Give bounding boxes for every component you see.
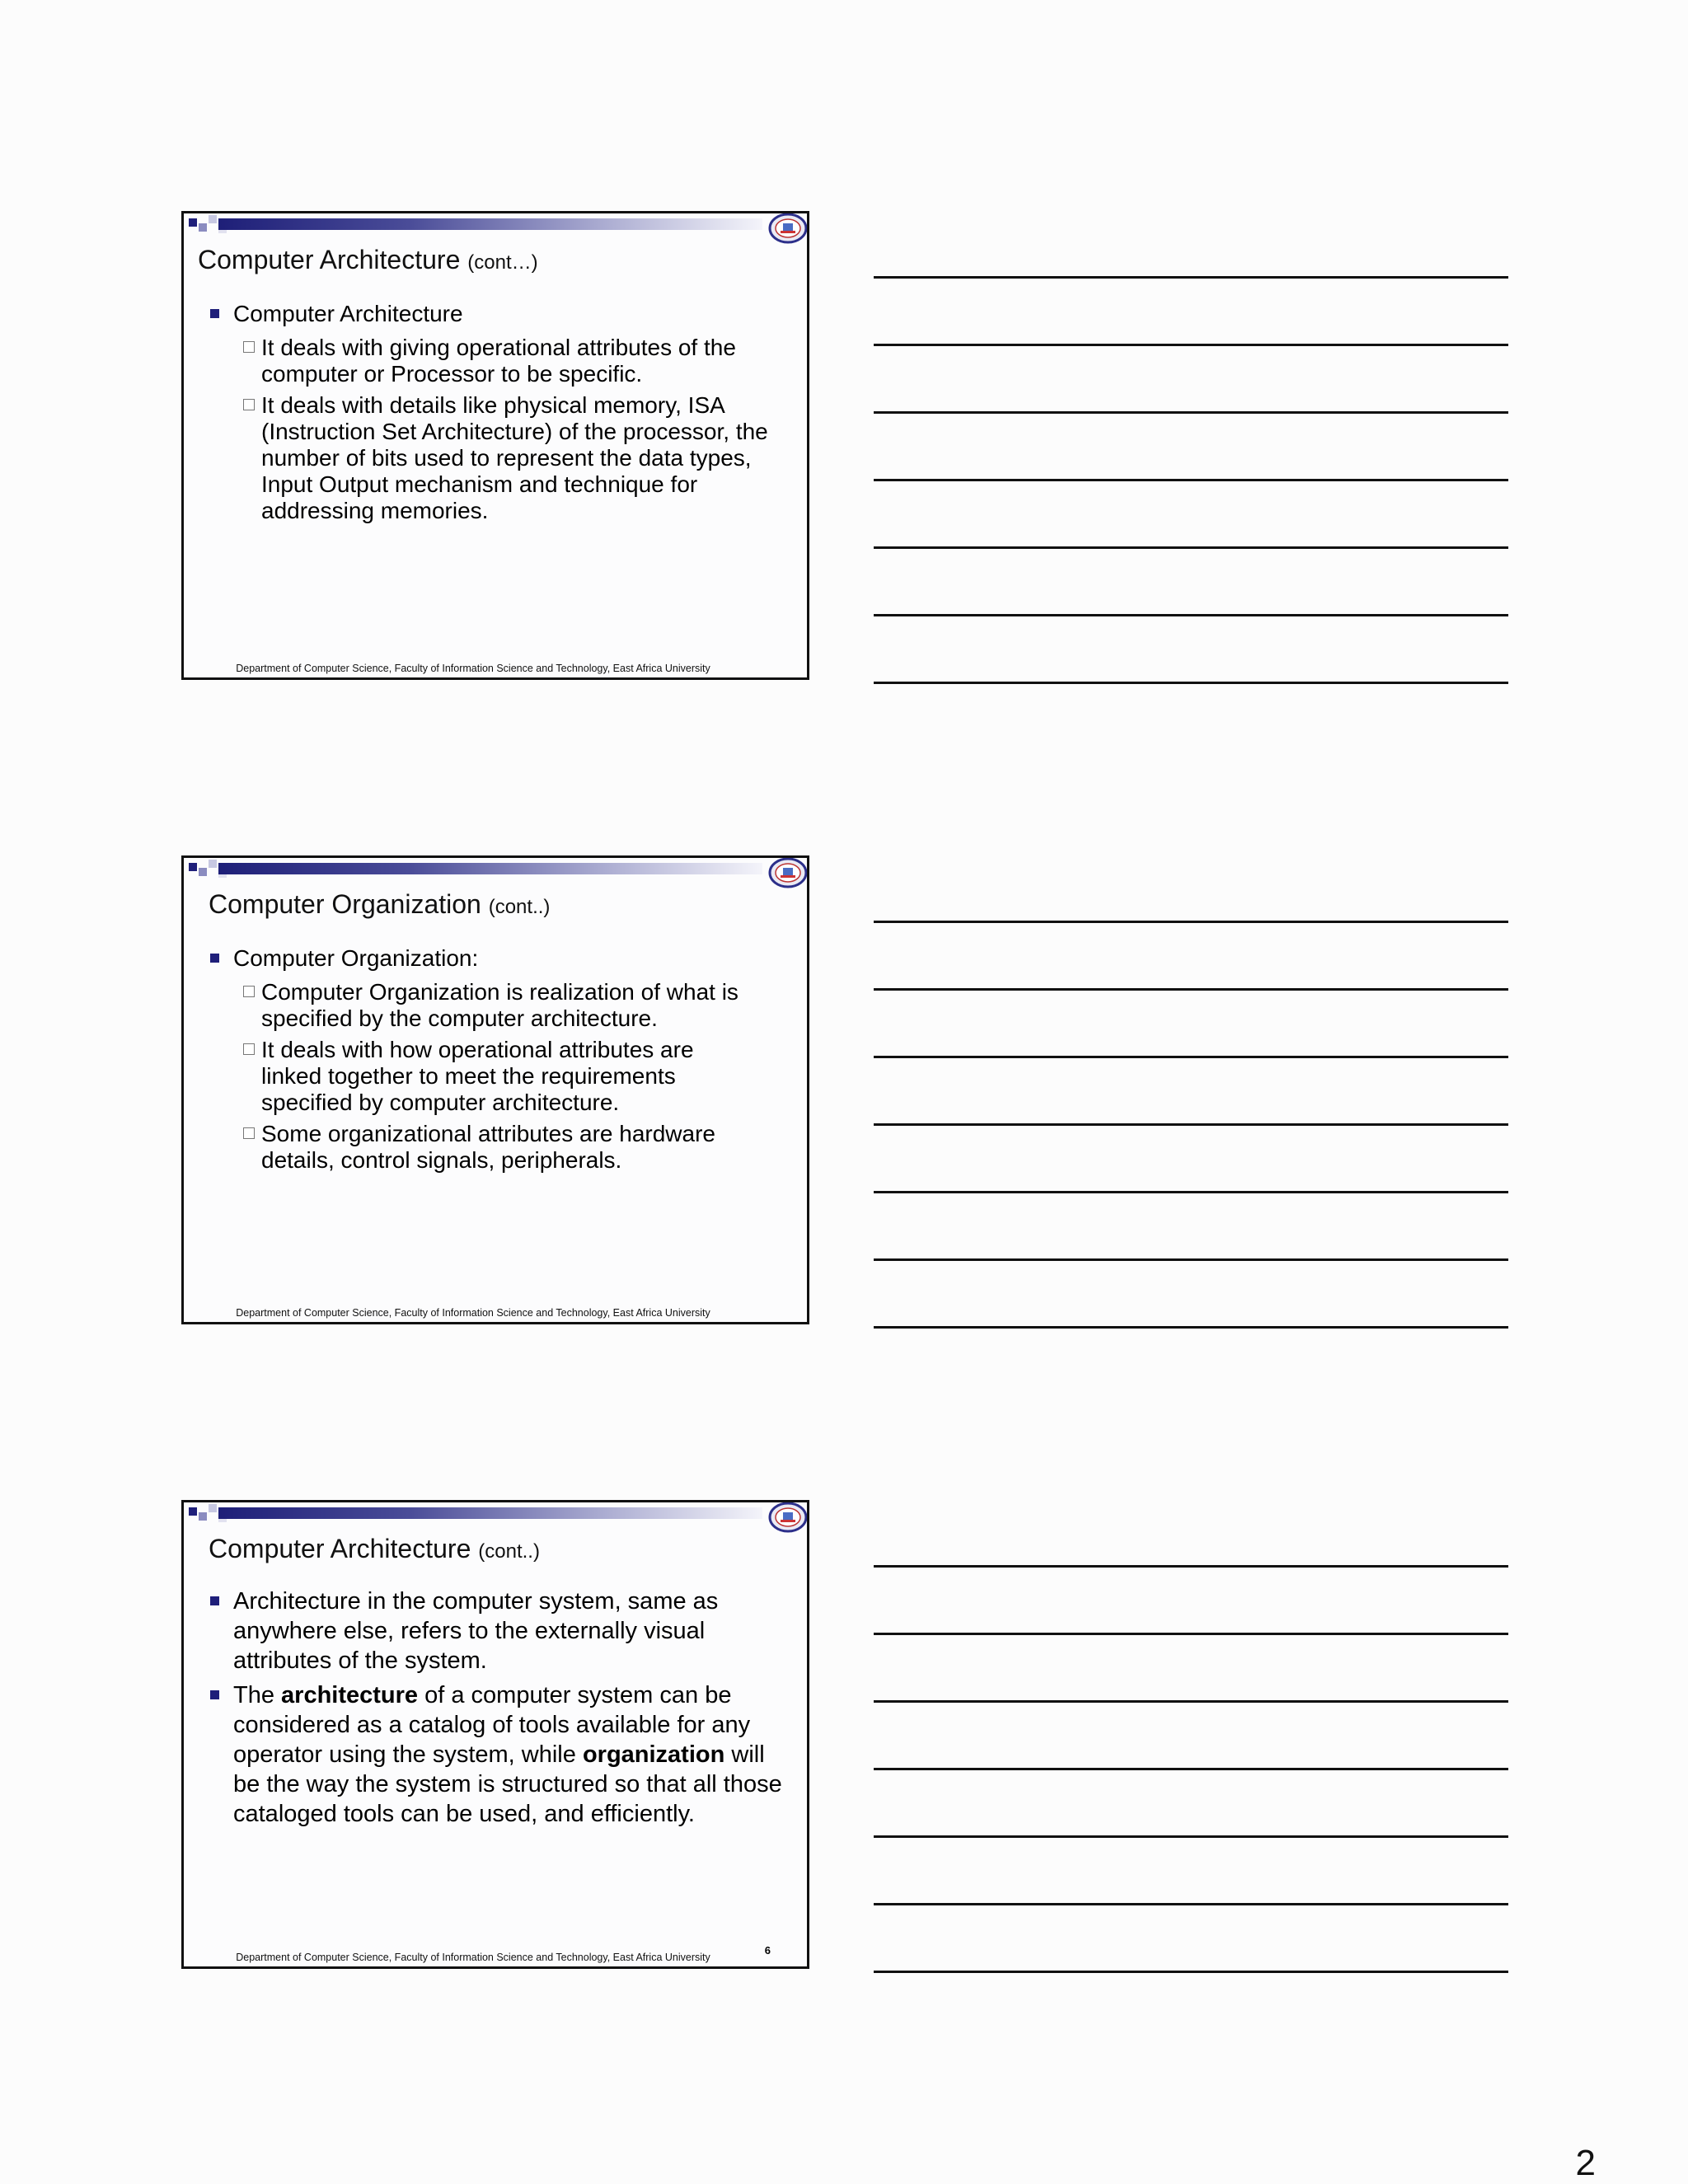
bullet-text: Computer Organization:	[233, 945, 479, 971]
hollow-square-bullet-icon	[243, 1127, 255, 1139]
bullet-text	[233, 1682, 782, 1827]
sub-bullet-item	[209, 1037, 756, 1116]
notes-line	[874, 1326, 1508, 1329]
notes-line	[874, 276, 1508, 279]
sub-bullet-item	[209, 1121, 789, 1174]
notes-line	[874, 411, 1508, 414]
notes-line	[874, 344, 1508, 346]
notes-line	[874, 1768, 1508, 1770]
slide-2	[181, 855, 809, 1324]
slide-footer: Department of Computer Science, Faculty of Information Science and Technology, East Africa University	[236, 1952, 710, 1963]
notes-line	[874, 988, 1508, 991]
square-bullet-icon	[210, 1690, 219, 1699]
notes-line	[874, 1700, 1508, 1703]
bullet-item	[209, 1586, 728, 1675]
bullet-text: Architecture in the computer system, same as anywhere else, refers to the externally visual attributes of the system.	[233, 1588, 719, 1674]
bullet-text-part: of a computer system can be considered as a catalog of tools available for any operator using the system, while	[233, 1682, 751, 1768]
sub-bullet-text: Some organizational attributes are hardware details, control signals, peripherals.	[261, 1121, 715, 1173]
slide-content	[209, 944, 785, 1179]
slide-title	[209, 1534, 540, 1564]
notes-line	[874, 1123, 1508, 1126]
slide-content	[209, 299, 785, 529]
square-bullet-icon	[210, 309, 219, 318]
header-gradient-band	[218, 1507, 762, 1519]
slide-3	[181, 1500, 809, 1969]
notes-line	[874, 546, 1508, 549]
hollow-square-bullet-icon	[243, 399, 255, 410]
bullet-item	[209, 299, 785, 328]
notes-line	[874, 1903, 1508, 1905]
slide-1	[181, 211, 809, 680]
square-bullet-icon	[210, 1596, 219, 1605]
bullet-text-part: The	[233, 1682, 282, 1708]
header-gradient-band	[218, 218, 762, 230]
university-logo-icon	[767, 856, 809, 889]
sub-bullet-item	[209, 335, 805, 387]
slide-title-sub: (cont…)	[467, 251, 538, 274]
notes-line	[874, 1258, 1508, 1261]
bold-term-organization: organization	[582, 1741, 725, 1768]
bullet-text-part: will be the way the system is structured so that all those cataloged tools can be used, and efficiently.	[233, 1741, 782, 1827]
page-number: 2	[1575, 2143, 1596, 2183]
bullet-item	[209, 1680, 794, 1829]
sub-bullet-text: It deals with how operational attributes are linked together to meet the requirements specified by computer architecture.	[261, 1037, 694, 1115]
square-bullet-icon	[210, 954, 219, 963]
bullet-text: Computer Architecture	[233, 301, 463, 326]
notes-line	[874, 614, 1508, 616]
slide-title-main: Computer Architecture	[198, 245, 461, 274]
notes-line	[874, 1056, 1508, 1058]
slide-title	[198, 245, 538, 275]
slide-title-main: Computer Organization	[209, 889, 481, 919]
hollow-square-bullet-icon	[243, 986, 255, 997]
slide-title-sub: (cont..)	[478, 1540, 540, 1563]
slide-number: 6	[764, 1944, 771, 1957]
notes-line	[874, 1971, 1508, 1973]
notes-line	[874, 682, 1508, 684]
sub-bullet-text: It deals with giving operational attributes of the computer or Processor to be specific.	[261, 335, 736, 387]
university-logo-icon	[767, 1501, 809, 1534]
slide-title-main: Computer Architecture	[209, 1534, 471, 1563]
sub-bullet-item	[209, 392, 805, 524]
university-logo-icon	[767, 212, 809, 245]
slide-title	[209, 889, 550, 920]
bullet-item	[209, 944, 785, 972]
notes-line	[874, 1191, 1508, 1193]
slide-content	[209, 1586, 785, 1834]
bold-term-architecture: architecture	[281, 1682, 419, 1708]
notes-line	[874, 1633, 1508, 1635]
slide-footer: Department of Computer Science, Faculty of Information Science and Technology, East Africa University	[236, 663, 710, 674]
notes-line	[874, 1835, 1508, 1838]
notes-line	[874, 479, 1508, 481]
notes-line	[874, 921, 1508, 923]
header-gradient-band	[218, 863, 762, 874]
sub-bullet-text: Computer Organization is realization of what is specified by the computer architecture.	[261, 979, 738, 1031]
slide-footer: Department of Computer Science, Faculty of Information Science and Technology, East Africa University	[236, 1307, 710, 1319]
hollow-square-bullet-icon	[243, 1043, 255, 1055]
sub-bullet-text: It deals with details like physical memory, ISA (Instruction Set Architecture) of the processor, the number of bits used to represent the data types, Input Output mechanism and technique for addressing memories.	[261, 392, 768, 523]
notes-line	[874, 1565, 1508, 1568]
hollow-square-bullet-icon	[243, 341, 255, 353]
sub-bullet-item	[209, 979, 805, 1032]
slide-title-sub: (cont..)	[488, 896, 551, 918]
